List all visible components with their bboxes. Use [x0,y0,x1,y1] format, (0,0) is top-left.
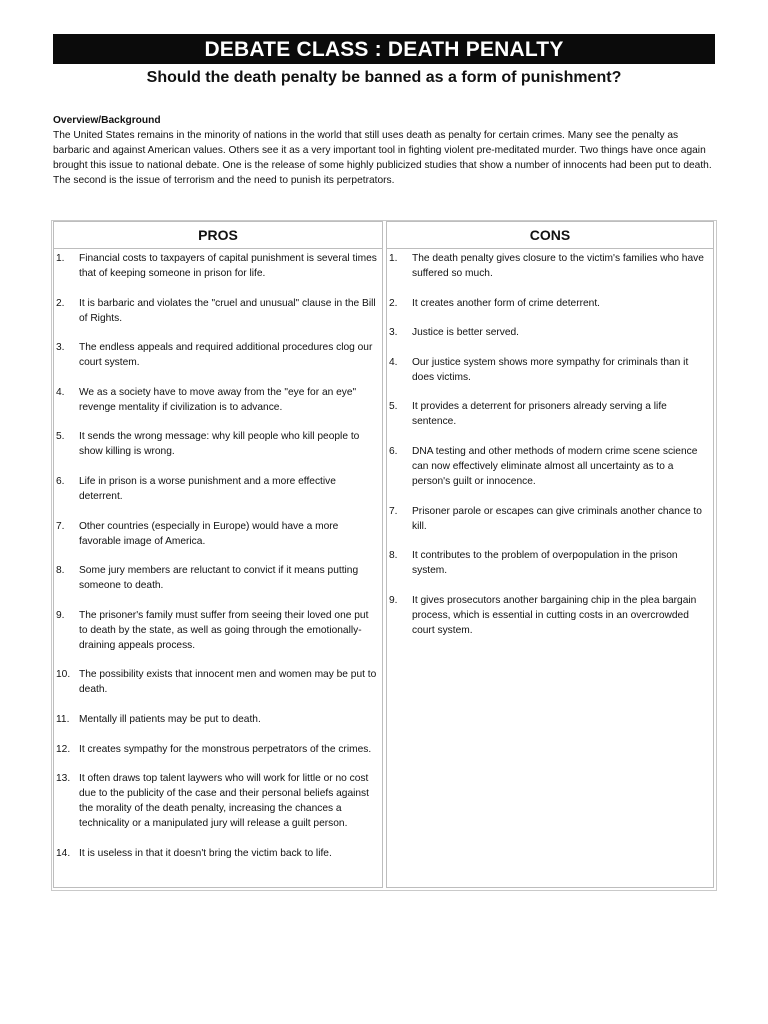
cons-item-text: Our justice system shows more sympathy for criminals than it does victims. [412,356,689,383]
cons-column [386,221,714,888]
pros-item-text: Mentally ill patients may be put to death. [79,713,261,725]
pros-item-number: 5. [56,431,65,443]
cons-item [387,444,713,489]
pros-list [54,249,382,861]
cons-item-text: It contributes to the problem of overpopulation in the prison system. [412,550,678,577]
pros-item-text: It sends the wrong message: why kill people who kill people to show killing is wrong. [79,431,360,458]
pros-item-text: Other countries (especially in Europe) would have a more favorable image of America. [79,520,339,547]
pros-item [54,429,382,459]
pros-cons-table [51,220,717,891]
cons-item-number: 9. [389,594,398,606]
pros-item [54,563,382,593]
cons-item-text: Justice is better served. [412,327,520,339]
pros-item-number: 3. [56,342,65,354]
pros-item [54,519,382,549]
title-banner: DEBATE CLASS : DEATH PENALTY [53,34,715,64]
pros-item [54,846,382,861]
cons-item [387,593,713,638]
cons-item-number: 4. [389,356,398,368]
cons-item-text: Prisoner parole or escapes can give criminals another chance to kill. [412,505,702,532]
pros-item-text: Some jury members are reluctant to convict if it means putting someone to death. [79,565,359,592]
pros-item-number: 11. [56,713,70,725]
cons-list [387,249,713,638]
cons-item [387,251,713,281]
pros-item-text: It is barbaric and violates the "cruel and unusual" clause in the Bill of Rights. [79,297,376,324]
pros-item-text: Life in prison is a worse punishment and a more effective deterrent. [79,475,336,502]
document-page [53,34,715,188]
pros-item-number: 1. [56,253,65,264]
cons-item-number: 7. [389,505,398,517]
pros-item-number: 13. [56,773,71,785]
cons-item [387,504,713,534]
pros-item-text: The prisoner's family must suffer from seeing their loved one put to death by the state, as well as going through the emotionally-draining appeals process. [79,609,369,651]
pros-item-number: 9. [56,609,65,621]
pros-item [54,385,382,415]
cons-item-text: It creates another form of crime deterrent. [412,297,600,309]
pros-item [54,771,382,831]
cons-item-number: 8. [389,550,398,562]
cons-item [387,296,713,311]
overview-heading: Overview/Background [53,115,161,126]
pros-item-number: 2. [56,297,65,309]
pros-item-number: 6. [56,475,65,487]
pros-item-text: It is useless in that it doesn't bring the victim back to life. [79,847,332,859]
pros-item [54,667,382,697]
pros-item-text: The possibility exists that innocent men and women may be put to death. [79,669,377,696]
cons-item-text: It gives prosecutors another bargaining chip in the plea bargain process, which is essential in cutting costs in an overcrowded court system. [412,594,697,636]
cons-item [387,355,713,385]
pros-column [53,221,383,888]
pros-item-number: 4. [56,386,65,398]
pros-item-text: It often draws top talent laywers who will work for little or no cost due to the publicity of the case and their personal beliefs against the morality of the death penalty, increasing the chances a technicality or a manipulated jury will release a guilt person. [79,773,369,830]
pros-item [54,608,382,653]
pros-item-text: Financial costs to taxpayers of capital punishment is several times that of keeping someone in prison for life. [79,253,377,279]
pros-item [54,340,382,370]
overview-text: The United States remains in the minority of nations in the world that still uses death as penalty for certain crimes. Many see the penalty as barbaric and against American values. Others see it as a very important tool in fighting violent pre-meditated murder. Two things have once again brought this issue to national debate. One is the release of some highly publicized studies that show a number of innocents had been put to death. The second is the issue of terrorism and the need to punish its perpetrators. [53,130,712,186]
pros-item-number: 14. [56,847,71,859]
pros-item [54,474,382,504]
pros-item-number: 10. [56,669,71,681]
pros-item [54,712,382,727]
overview-section [53,113,715,188]
cons-heading: CONS [387,222,713,249]
cons-item-number: 6. [389,445,398,457]
cons-item-number: 3. [389,327,398,339]
pros-heading: PROS [54,222,382,249]
pros-item-number: 8. [56,565,65,577]
pros-item-text: We as a society have to move away from the "eye for an eye" revenge mentality if civilization is to advance. [79,386,357,413]
pros-item [54,251,382,281]
cons-item [387,548,713,578]
cons-item [387,325,713,340]
pros-item-number: 7. [56,520,65,532]
pros-item-text: It creates sympathy for the monstrous perpetrators of the crimes. [79,743,372,755]
cons-item-text: DNA testing and other methods of modern crime scene science can now effectively eliminate almost all uncertainty as to a person's guilt or innocence. [412,445,698,487]
cons-item [387,399,713,429]
cons-item-number: 1. [389,253,398,264]
pros-item-number: 12. [56,743,71,755]
cons-item-text: The death penalty gives closure to the victim's families who have suffered so much. [412,253,704,279]
cons-item-number: 5. [389,401,398,413]
page-subtitle: Should the death penalty be banned as a form of punishment? [146,69,622,86]
pros-item [54,742,382,757]
pros-item [54,296,382,326]
pros-item-text: The endless appeals and required additional procedures clog our court system. [79,342,373,369]
cons-item-text: It provides a deterrent for prisoners already serving a life sentence. [412,401,667,428]
cons-item-number: 2. [389,297,398,309]
